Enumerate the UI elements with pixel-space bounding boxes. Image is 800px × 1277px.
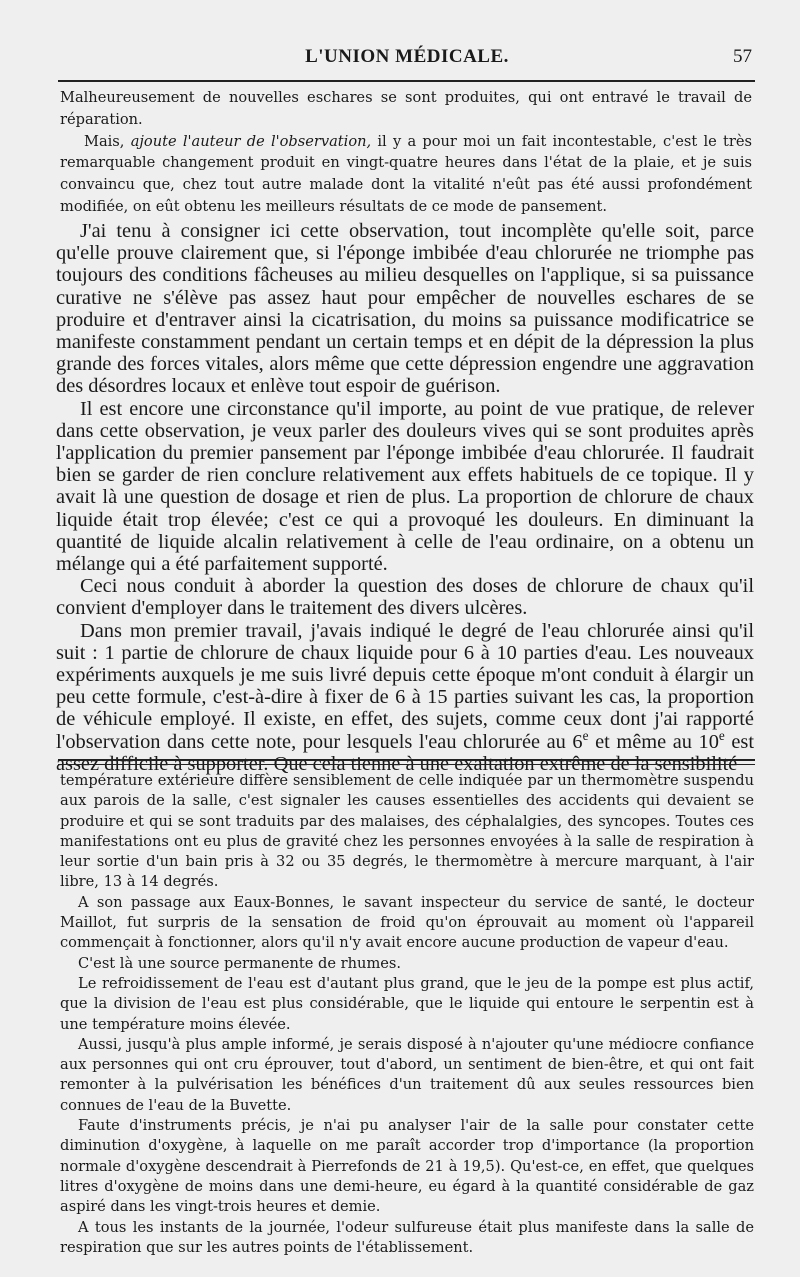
main-paragraph-3: Ceci nous conduit à aborder la question des doses de chlorure de chaux qu'il convient d'employer dans le traitement des divers ulcères. (56, 575, 754, 620)
observation-text-after: il y a pour moi un fait incontestable, c'est le très remarquable changement produit en vingt-quatre heures dans l'état de la plaie, et je suis convaincu que, chez tout autre malade dont la vitalité n'eût pas été aussi profondément modifiée, on eût obtenu les meilleurs résultats de ce mode de pansement. (60, 132, 752, 215)
observation-text-before: Mais, (84, 132, 131, 150)
note-paragraph-7: A tous les instants de la journée, l'odeur sulfureuse était plus manifeste dans la salle de respiration que sur les autres points de l'établissement. (60, 1218, 754, 1256)
footnotes (60, 771, 754, 1258)
observation-italic-aside: ajoute l'auteur de l'observation, (130, 132, 372, 150)
main-paragraph-4 (56, 620, 754, 775)
note-paragraph-1: température extérieure diffère sensiblement de celle indiquée par un thermomètre suspendu aux parois de la salle, c'est signaler les causes essentielles des accidents qui devaient se produire et qui se sont traduits par des malaises, des céphalalgies, des syncopes. Toutes ces manifestations ont eu plus de gravité chez les personnes envoyées à la salle de respiration à leur sortie d'un bain pris à 32 ou 35 degrés, le thermomètre à mercure marquant, à l'air libre, 13 à 14 degrés. (60, 772, 754, 891)
page-number: 57 (733, 46, 752, 67)
note-paragraph-4: Le refroidissement de l'eau est d'autant plus grand, que le jeu de la pompe est plus actif, que la division de l'eau est plus considérable, que le liquide qui entoure le serpentin est à une température moins élevée. (60, 974, 754, 1033)
footnote-rule-thick (58, 759, 755, 761)
main-p4-text-after: est assez difficile à supporter. Que cela tienne à une exaltation extrême de la sensibilité (56, 730, 754, 775)
main-text (56, 220, 754, 775)
quoted-observation (60, 87, 752, 218)
main-paragraph-1: J'ai tenu à consigner ici cette observation, tout incomplète qu'elle soit, parce qu'elle prouve clairement que, si l'éponge imbibée d'eau chlorurée ne triomphe pas toujours des conditions fâcheuses au milieu desquelles on l'applique, si sa puissance curative ne s'élève pas assez haut pour empêcher de nouvelles eschares de se produire et d'entraver ainsi la cicatrisation, du moins sa puissance modificatrice se manifeste constamment pendant un certain temps et en dépit de la dépression la plus grande des forces vitales, alors même que cette dépression engendre une aggravation des désordres locaux et enlève tout espoir de guérison. (56, 220, 754, 398)
observation-paragraph-1: Malheureusement de nouvelles eschares se sont produites, qui ont entravé le travail de réparation. (60, 89, 752, 128)
footnote-rule-thin (58, 764, 755, 765)
header-rule (58, 80, 755, 82)
note-paragraph-6: Faute d'instruments précis, je n'ai pu analyser l'air de la salle pour constater cette diminution d'oxygène, à laquelle on me paraît accorder trop d'importance (la proportion normale d'oxygène descendrait à Pierrefonds de 21 à 19,5). Qu'est-ce, en effet, que quelques litres d'oxygène de moins dans une demi-heure, eu égard à la quantité considérable de gaz aspiré dans les vingt-trois heures et demie. (60, 1117, 754, 1216)
note-paragraph-3: C'est là une source permanente de rhumes. (78, 954, 402, 972)
note-paragraph-5: Aussi, jusqu'à plus ample informé, je serais disposé à n'ajouter qu'une médiocre confiance aux personnes qui ont cru éprouver, tout d'abord, un sentiment de bien-être, et qui ont fait remonter à la pulvérisation les bénéfices d'un traitement dû aux seules ressources bien connues de l'eau de la Buvette. (60, 1035, 754, 1114)
superscript-e-1: e (582, 727, 589, 743)
observation-paragraph-2 (60, 131, 752, 218)
main-paragraph-2: Il est encore une circonstance qu'il importe, au point de vue pratique, de relever dans cette observation, je veux parler des douleurs vives qui se sont produites après l'application du premier pansement par l'éponge imbibée d'eau chlorurée. Il faudrait bien se garder de rien conclure relativement aux effets habituels de ce topique. Il y avait là une question de dosage et rien de plus. La proportion de chlorure de chaux liquide était trop élevée; c'est ce qui a provoqué les douleurs. En diminuant la quantité de liquide alcalin relativement à celle de l'eau ordinaire, on a obtenu un mélange qui a été parfaitement supporté. (56, 397, 754, 576)
page-header (62, 44, 752, 74)
note-paragraph-2: A son passage aux Eaux-Bonnes, le savant inspecteur du service de santé, le docteur Maillot, fut surpris de la sensation de froid qu'on éprouvait au moment où l'appareil commençait à fonctionner, alors qu'il n'y avait encore aucune production de vapeur d'eau. (60, 893, 754, 952)
main-p4-text-before: Dans mon premier travail, j'avais indiqué le degré de l'eau chlorurée ainsi qu'il suit : 1 partie de chlorure de chaux liquide pour 6 à 10 parties d'eau. Les nouveaux expériments auxquels je me suis livré depuis cette époque m'ont conduit à élargir un peu cette formule, c'est-à-dire à fixer de 6 à 15 parties suivant les cas, la proportion de véhicule employé. Il existe, en effet, des sujets, comme ceux dont j'ai rapporté l'observation dans cette note, pour lesquels l'eau chlorurée au 6 (56, 619, 754, 753)
journal-title: L'UNION MÉDICALE. (305, 46, 509, 67)
main-p4-text-mid: et même au 10 (588, 730, 719, 753)
superscript-e-2: e (718, 727, 725, 743)
